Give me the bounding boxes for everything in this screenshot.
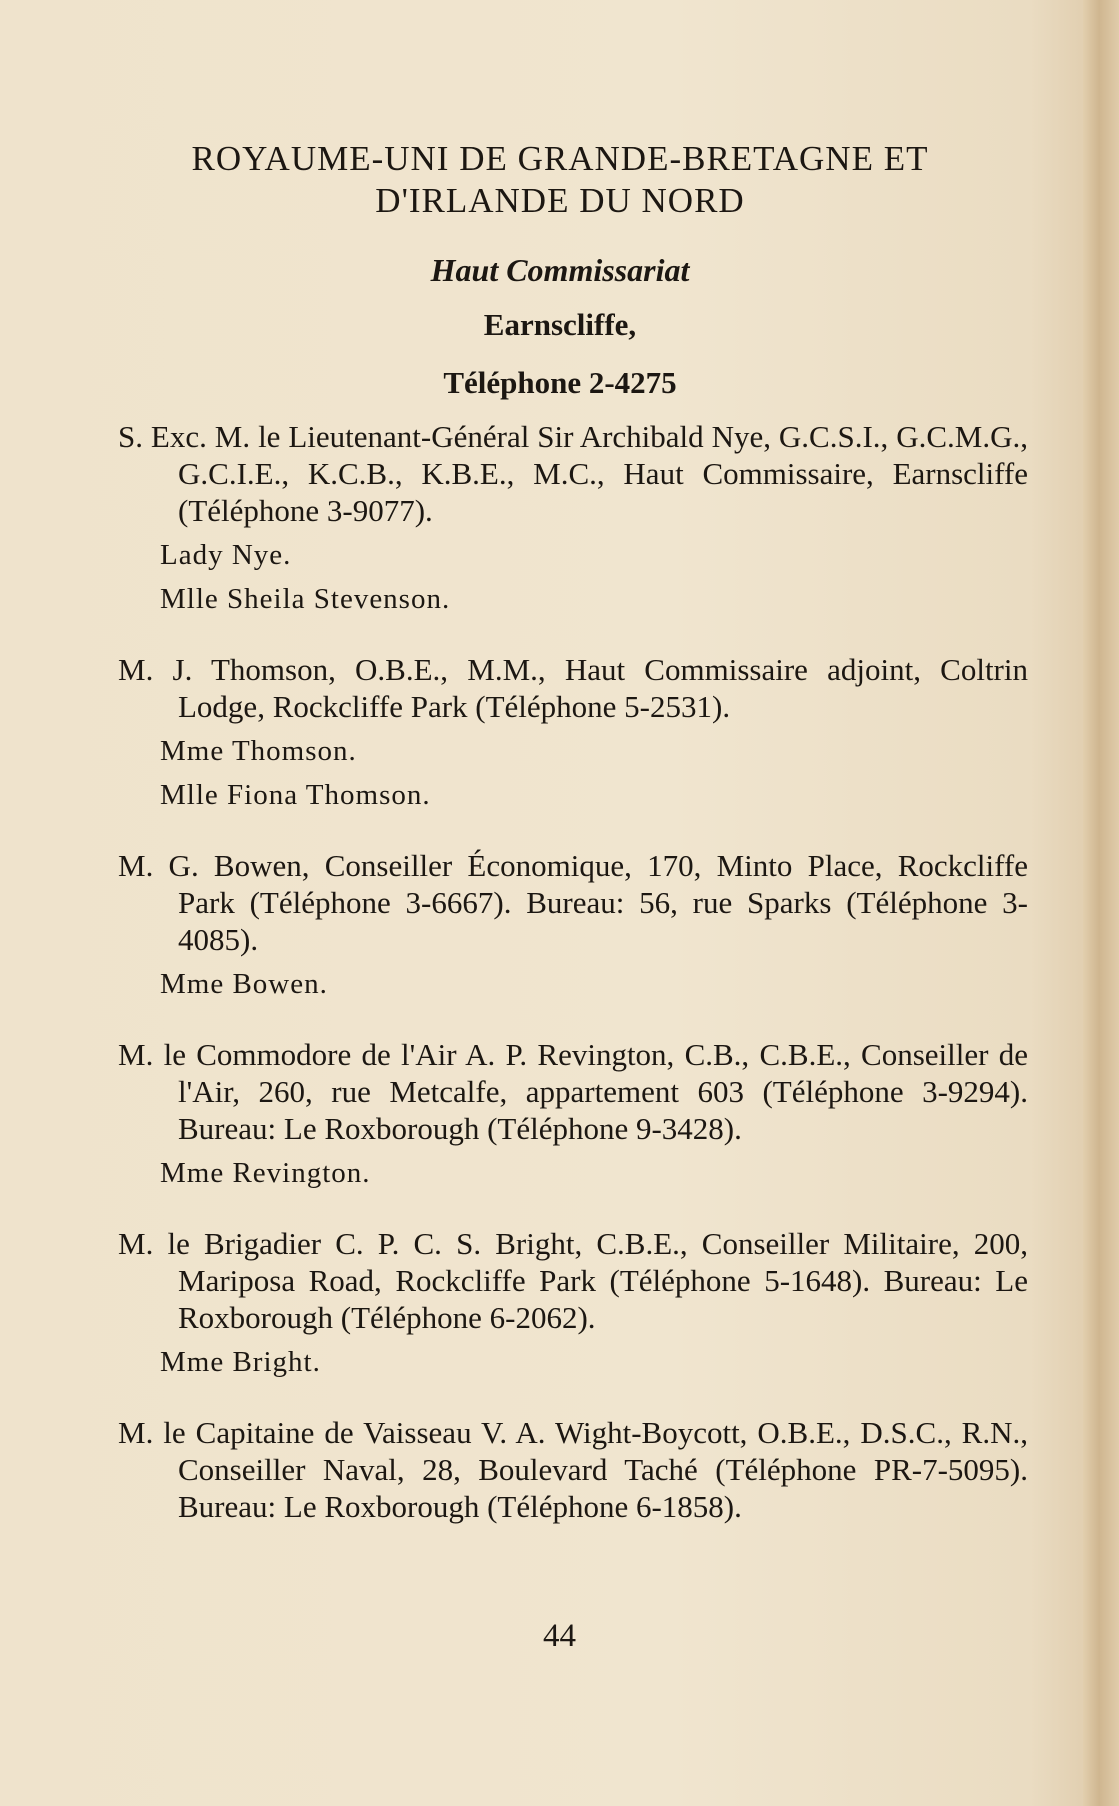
title-line-1: ROYAUME-UNI DE GRANDE-BRETAGNE ET bbox=[191, 139, 929, 178]
title-line-2: D'IRLANDE DU NORD bbox=[375, 181, 745, 220]
family-member: Mme Bowen. bbox=[160, 968, 328, 1000]
section-header bbox=[60, 138, 1060, 401]
address: Earnscliffe, bbox=[483, 307, 637, 342]
page-number: 44 bbox=[543, 1618, 576, 1654]
entry-thomson: M. J. Thomson, O.B.E., M.M., Haut Commissaire adjoint, Coltrin Lodge, Rockcliffe Park (Téléphone 5-2531). bbox=[118, 652, 1028, 724]
subtitle: Haut Commissariat bbox=[430, 252, 690, 288]
entry-revington: M. le Commodore de l'Air A. P. Revington, C.B., C.B.E., Conseiller de l'Air, 260, rue Metcalfe, appartement 603 (Téléphone 3-9294). Bureau: Le Roxborough (Téléphone 9-3428). bbox=[118, 1037, 1028, 1146]
entry-nye: S. Exc. M. le Lieutenant-Général Sir Archibald Nye, G.C.S.I., G.C.M.G., G.C.I.E., K.C.B., K.B.E., M.C., Haut Commissaire, Earnscliffe (Téléphone 3-9077). bbox=[118, 419, 1028, 528]
family-member: Mlle Sheila Stevenson. bbox=[160, 583, 451, 615]
phone: Téléphone 2-4275 bbox=[443, 365, 677, 400]
family-member: Mme Revington. bbox=[160, 1157, 371, 1189]
entry-wight-boycott: M. le Capitaine de Vaisseau V. A. Wight-Boycott, O.B.E., D.S.C., R.N., Conseiller Naval, 28, Boulevard Taché (Téléphone PR-7-5095). Bureau: Le Roxborough (Téléphone 6-1858). bbox=[118, 1415, 1028, 1524]
family-member: Mme Bright. bbox=[160, 1346, 321, 1378]
page-spine bbox=[1083, 0, 1119, 1806]
family-member: Lady Nye. bbox=[160, 539, 292, 571]
family-member: Mlle Fiona Thomson. bbox=[160, 779, 431, 811]
entry-bright: M. le Brigadier C. P. C. S. Bright, C.B.E., Conseiller Militaire, 200, Mariposa Road, Rockcliffe Park (Téléphone 5-1648). Bureau: Le Roxborough (Téléphone 6-2062). bbox=[118, 1226, 1028, 1335]
family-member: Mme Thomson. bbox=[160, 735, 357, 767]
entries-list bbox=[118, 418, 1028, 1533]
entry-bowen: M. G. Bowen, Conseiller Économique, 170, Minto Place, Rockcliffe Park (Téléphone 3-6667). Bureau: 56, rue Sparks (Téléphone 3-4085). bbox=[118, 848, 1028, 957]
